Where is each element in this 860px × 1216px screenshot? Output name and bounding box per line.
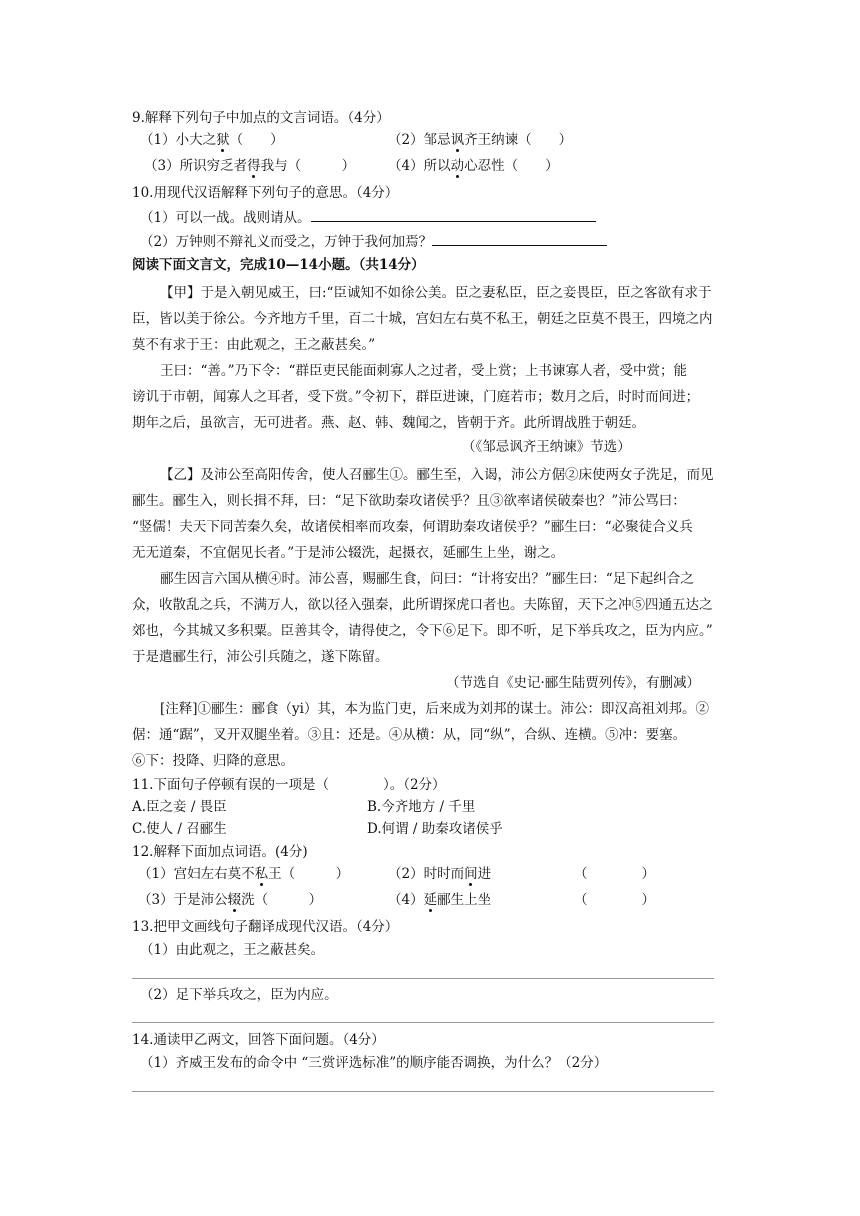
q12-item-1: （1）宫妇左右莫不私王（ ） — [138, 866, 350, 882]
yi-line-6: 众，收散乱之兵，不满万人，欲以径入强秦，此所谓探虎口者也。夫陈留，天下之冲⑤四通五达之 — [132, 597, 713, 613]
q11-option-c[interactable]: C.使人 / 召郦生 — [132, 821, 227, 837]
answer-line[interactable] — [132, 1091, 714, 1092]
q11-option-b[interactable]: B.今齐地方 / 千里 — [367, 799, 476, 815]
section-heading: 阅读下面文言文，完成10—14小题。（共14分） — [132, 257, 425, 273]
q13-sentence-2: （2）足下举兵攻之，臣为内应。 — [140, 987, 338, 1003]
dotted-word: 狱 — [216, 132, 230, 148]
note-line-1: [注释]①郦生：郦食（yi）其，本为监门吏，后来成为刘邦的谋士。沛公：即汉高祖刘邦。② — [160, 701, 709, 717]
yi-line-2: 郦生。郦生入，则长揖不拜，曰：“足下欲助秦攻诸侯乎？且③欲率诸侯破秦也？”沛公骂曰： — [132, 493, 686, 509]
q12-item-2: （2）时时而间进 — [388, 866, 492, 882]
jia-source: （《邹忌讽齐王纳谏》节选） — [462, 439, 631, 455]
yi-line-3: “竖儒！夫天下同苦秦久矣，故诸侯相率而攻秦，何谓助秦攻诸侯乎？”郦生曰：“必聚徒合义兵 — [132, 519, 693, 535]
jia-line-5: 谤讥于市朝，闻寡人之耳者，受下赏。”令初下，群臣进谏，门庭若市；数月之后，时时而间进； — [132, 389, 700, 405]
dotted-word: 讽 — [450, 132, 465, 148]
dotted-word: 延 — [423, 892, 438, 908]
answer-blank[interactable] — [432, 231, 607, 246]
dotted-word: 辍 — [227, 892, 242, 908]
q14-sentence-1: （1）齐威王发布的命令中 “三赏评选标准”的顺序能否调换，为什么？（2分） — [140, 1055, 608, 1071]
yi-line-4: 无无道秦，不宜倨见长者。”于是沛公辍洗，起摄衣，延郦生上坐，谢之。 — [132, 545, 565, 561]
dotted-word: 间 — [464, 866, 478, 882]
q12-item-4-blank[interactable]: （ ） — [574, 892, 655, 908]
q10-sentence-2: （2）万钟则不辩礼义而受之，万钟于我何加焉？ — [140, 231, 607, 252]
q9-item-3: （3）所识穷乏者得我与（ ） — [144, 158, 356, 174]
answer-blank[interactable] — [311, 207, 596, 222]
q9-item-2: （2）邹忌讽齐王纳谏（ ） — [388, 132, 573, 148]
q11-option-a[interactable]: A.臣之妾 / 畏臣 — [132, 799, 227, 815]
q12-title: 12.解释下面加点词语。(4分) — [132, 844, 308, 860]
yi-line-7: 郊也，今其城又多积粟。臣善其令，请得使之，令下⑥足下。即不听，足下举兵攻之，臣为内应。” — [132, 623, 713, 639]
dotted-word: 私 — [254, 866, 269, 882]
jia-line-1: 【甲】于是入朝见威王，曰:“臣诚知不如徐公美。臣之妻私臣，臣之妾畏臣，臣之客欲有求于 — [160, 285, 712, 301]
q12-item-3: （3）于是沛公辍洗（ ） — [138, 892, 323, 908]
jia-line-4: 王曰：“善。”乃下令：“群臣吏民能面刺寡人之过者，受上赏；上书谏寡人者，受中赏；能 — [160, 363, 687, 379]
answer-line[interactable] — [132, 978, 714, 979]
q12-item-4: （4）延郦生上坐 — [388, 892, 492, 908]
note-line-3: ⑥下：投降、归降的意思。 — [132, 753, 294, 769]
yi-line-5: 郦生因言六国从横④时。沛公喜，赐郦生食，问曰：“计将安出？”郦生曰：“足下起纠合之 — [160, 571, 694, 587]
jia-line-3: 莫不有求于王：由此观之，王之蔽甚矣。” — [132, 337, 376, 353]
q11-option-d[interactable]: D.何谓 / 助秦攻诸侯乎 — [367, 821, 503, 837]
q10-title: 10.用现代汉语解释下列句子的意思。（4分） — [132, 185, 399, 201]
note-line-2: 倨：通“踞”，叉开双腿坐着。③且：还是。④从横：从，同“纵”，合纵、连横。⑤冲：要塞。 — [132, 727, 687, 743]
yi-source: （节选自《史记·郦生陆贾列传》，有删减） — [446, 675, 701, 691]
q9-title: 9.解释下列句子中加点的文言词语。（4分） — [132, 110, 390, 126]
q9-item-4: （4）所以动心忍性（ ） — [388, 158, 559, 174]
q11-title: 11.下面句子停顿有误的一项是（ ）。（2分） — [132, 777, 446, 793]
q13-title: 13.把甲文画线句子翻译成现代汉语。（4分） — [132, 919, 399, 935]
yi-line-8: 于是遣郦生行，沛公引兵随之，遂下陈留。 — [132, 649, 389, 665]
q10-sentence-1: （1）可以一战。战则请从。 — [140, 207, 596, 228]
dotted-word: 动 — [450, 158, 465, 174]
jia-line-6: 期年之后，虽欲言，无可进者。燕、赵、韩、魏闻之，皆朝于齐。此所谓战胜于朝廷。 — [132, 415, 645, 431]
yi-line-1: 【乙】及沛公至高阳传舍，使人召郦生①。郦生至，入谒，沛公方倨②床使两女子洗足，而见 — [160, 467, 714, 483]
dotted-word: 得 — [247, 158, 261, 174]
jia-line-2: 臣，皆以美于徐公。今齐地方千里，百二十城，宫妇左右莫不私王，朝廷之臣莫不畏王，四境之内 — [132, 311, 713, 327]
q9-item-1: （1）小大之狱（ ） — [140, 132, 284, 148]
q13-sentence-1: （1）由此观之，王之蔽甚矣。 — [140, 942, 325, 958]
q12-item-2-blank[interactable]: （ ） — [574, 866, 655, 882]
answer-line[interactable] — [132, 1022, 714, 1023]
q14-title: 14.通读甲乙两文，回答下面问题。（4分） — [132, 1032, 385, 1048]
